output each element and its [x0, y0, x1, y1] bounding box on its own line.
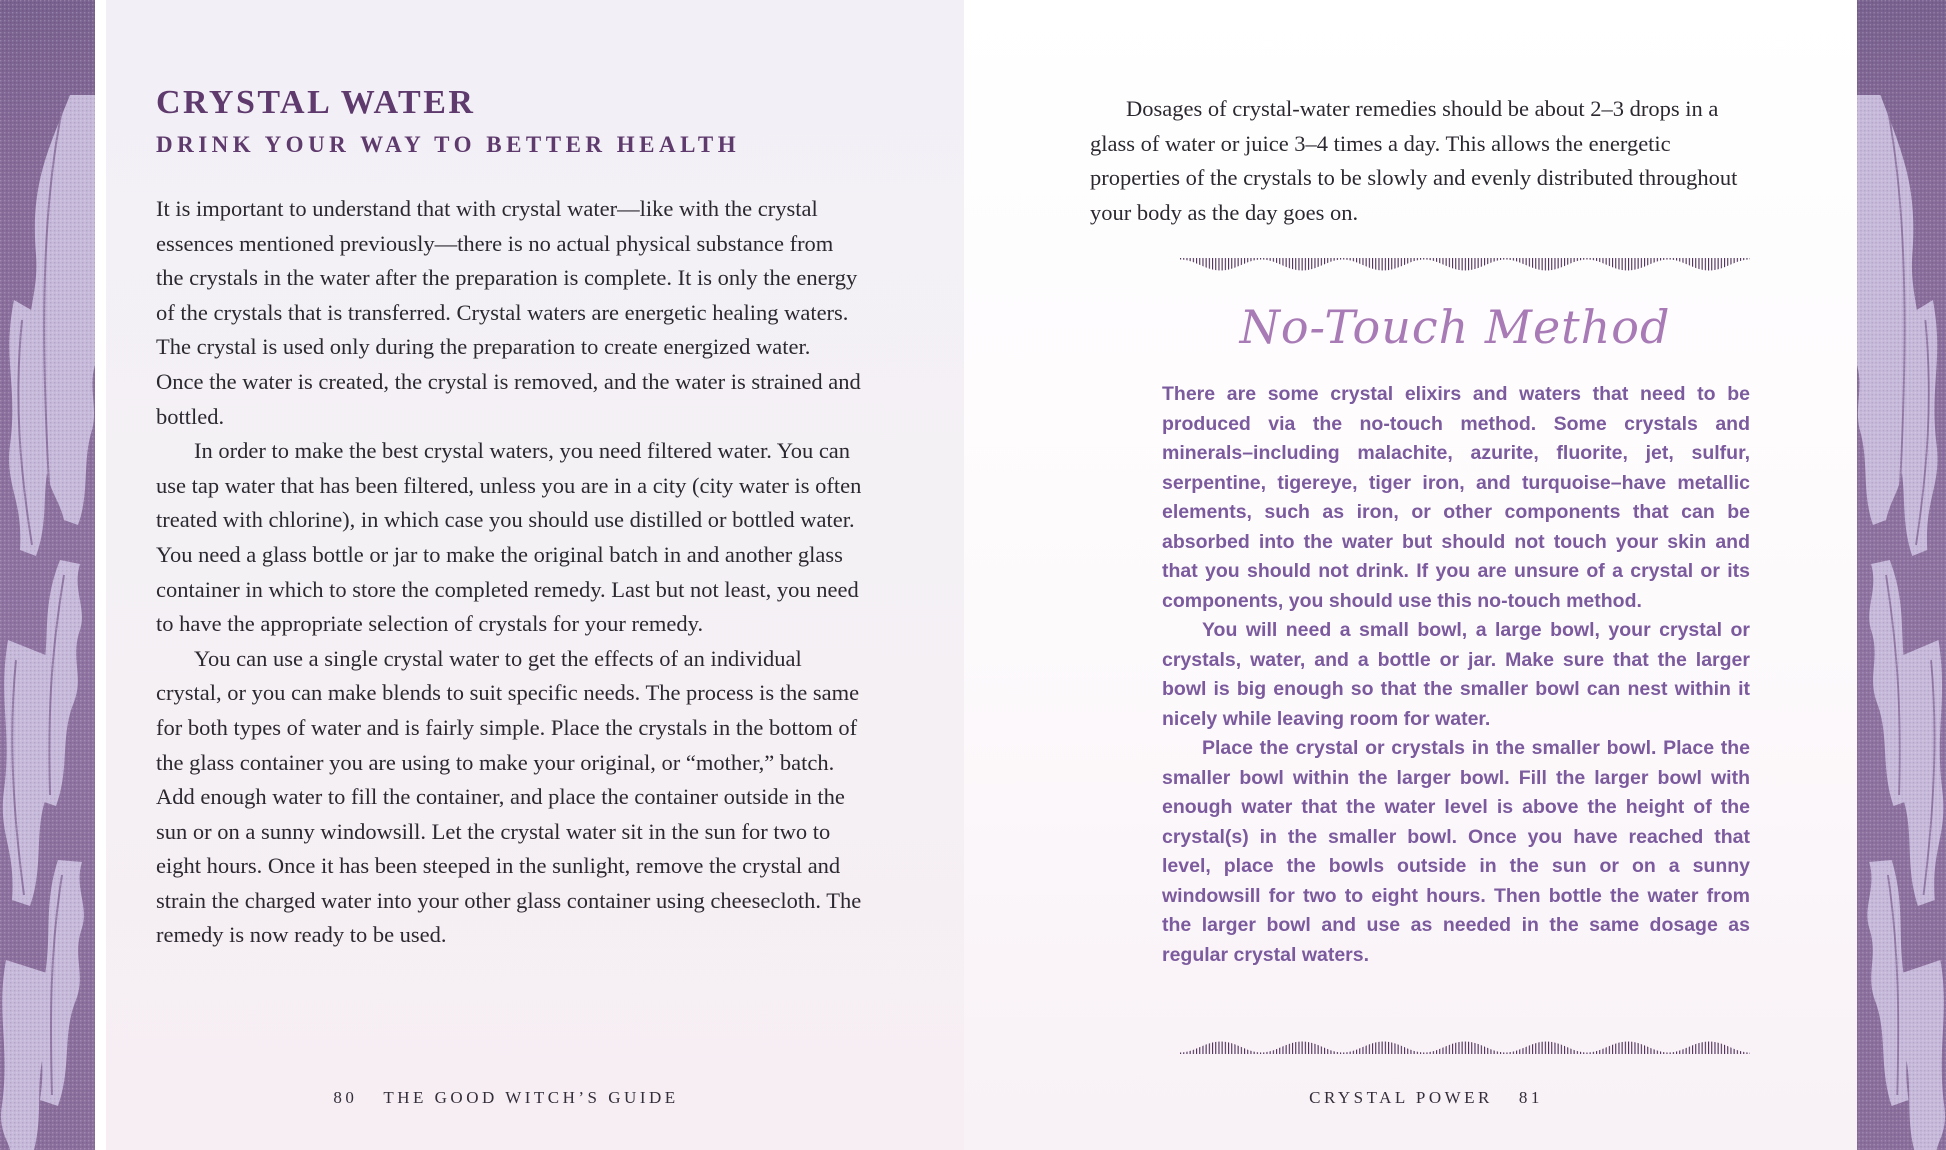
body-paragraph: In order to make the best crystal waters, you need filtered water. You can use tap water that has been filtered, unless you are in a city (city water is often treated with chlorine), in which case you should use distilled or bottled water. You need a glass bottle or jar to make the original batch in and another glass container in which to store the completed remedy. Last but not least, you need to have the appropriate selection of crystals for your remedy. — [156, 438, 862, 637]
page-number: 80 — [333, 1088, 358, 1107]
chapter-title: CRYSTAL WATER — [156, 84, 476, 121]
left-page-footer — [156, 1088, 856, 1108]
striped-wave-divider-icon — [1180, 1036, 1750, 1054]
sidebar-body — [1162, 380, 1750, 970]
body-paragraph: You can use a single crystal water to get the effects of an individual crystal, or you can make blends to suit specific needs. The process is the same for both types of water and is fairly simple. Place the crystals in the bottom of the glass container you are using to make your original, or “mother,” batch. Add enough water to fill the container, and place the container outside in the sun or on a sunny windowsill. Let the crystal water sit in the sun for two to eight hours. Once it has been steeped in the sunlight, remove the crystal and strain the charged water into your other glass container using cheesecloth. The remedy is now ready to be used. — [156, 645, 862, 948]
running-title: THE GOOD WITCH’S GUIDE — [383, 1088, 679, 1107]
sidebar-heading: No-Touch Method — [1239, 300, 1671, 354]
left-border-leaf-ornament — [0, 0, 95, 1150]
sidebar-paragraph: Place the crystal or crystals in the smaller bowl. Place the smaller bowl within the larger bowl. Fill the larger bowl with enough water that the water level is above the height of the crystal(s) in the smaller bowl. Once you have reached that level, place the bowls outside in the sun or on a sunny windowsill for two to eight hours. Then bottle the water from the larger bowl and use as needed in the same dosage as regular crystal waters. — [1162, 737, 1750, 966]
left-page-body — [156, 192, 862, 953]
acanthus-leaf-pattern-icon — [1857, 0, 1946, 1150]
sidebar-paragraph: There are some crystal elixirs and waters that need to be produced via the no-touch method. Some crystals and minerals–including malachite, azurite, fluorite, jet, sulfur, serpentine, tigereye, tiger iron, and turquoise–have metallic elements, such as iron, or other components that can be absorbed into the water but should not touch your skin and that you should not drink. If you are unsure of a crystal or its components, you should use this no-touch method. — [1162, 383, 1750, 612]
running-title: CRYSTAL POWER — [1309, 1088, 1493, 1107]
right-border-leaf-ornament — [1857, 0, 1946, 1150]
ornamental-divider-top — [1180, 258, 1750, 276]
striped-wave-divider-icon — [1180, 258, 1750, 276]
right-page-footer — [1090, 1088, 1762, 1108]
ornamental-divider-bottom — [1180, 1036, 1750, 1054]
acanthus-leaf-pattern-icon — [0, 0, 95, 1150]
intro-paragraph: Dosages of crystal-water remedies should be about 2–3 drops in a glass of water or juice 3–4 times a day. This allows the energetic properties of the crystals to be slowly and evenly distributed throughout your body as the day goes on. — [1090, 96, 1738, 225]
chapter-subtitle: DRINK YOUR WAY TO BETTER HEALTH — [156, 132, 741, 157]
sidebar-paragraph: You will need a small bowl, a large bowl, your crystal or crystals, water, and a bottle or jar. Make sure that the larger bowl is big enough so that the smaller bowl can nest within it nicely while leaving room for water. — [1162, 619, 1750, 730]
body-paragraph: It is important to understand that with crystal water—like with the crystal essences mentioned previously—there is no actual physical substance from the crystals in the water after the preparation is complete. It is only the energy of the crystals that is transferred. Crystal waters are energetic healing waters. The crystal is used only during the preparation to create energized water. Once the water is created, the crystal is removed, and the water is strained and bottled. — [156, 196, 861, 429]
page-number: 81 — [1518, 1088, 1543, 1107]
